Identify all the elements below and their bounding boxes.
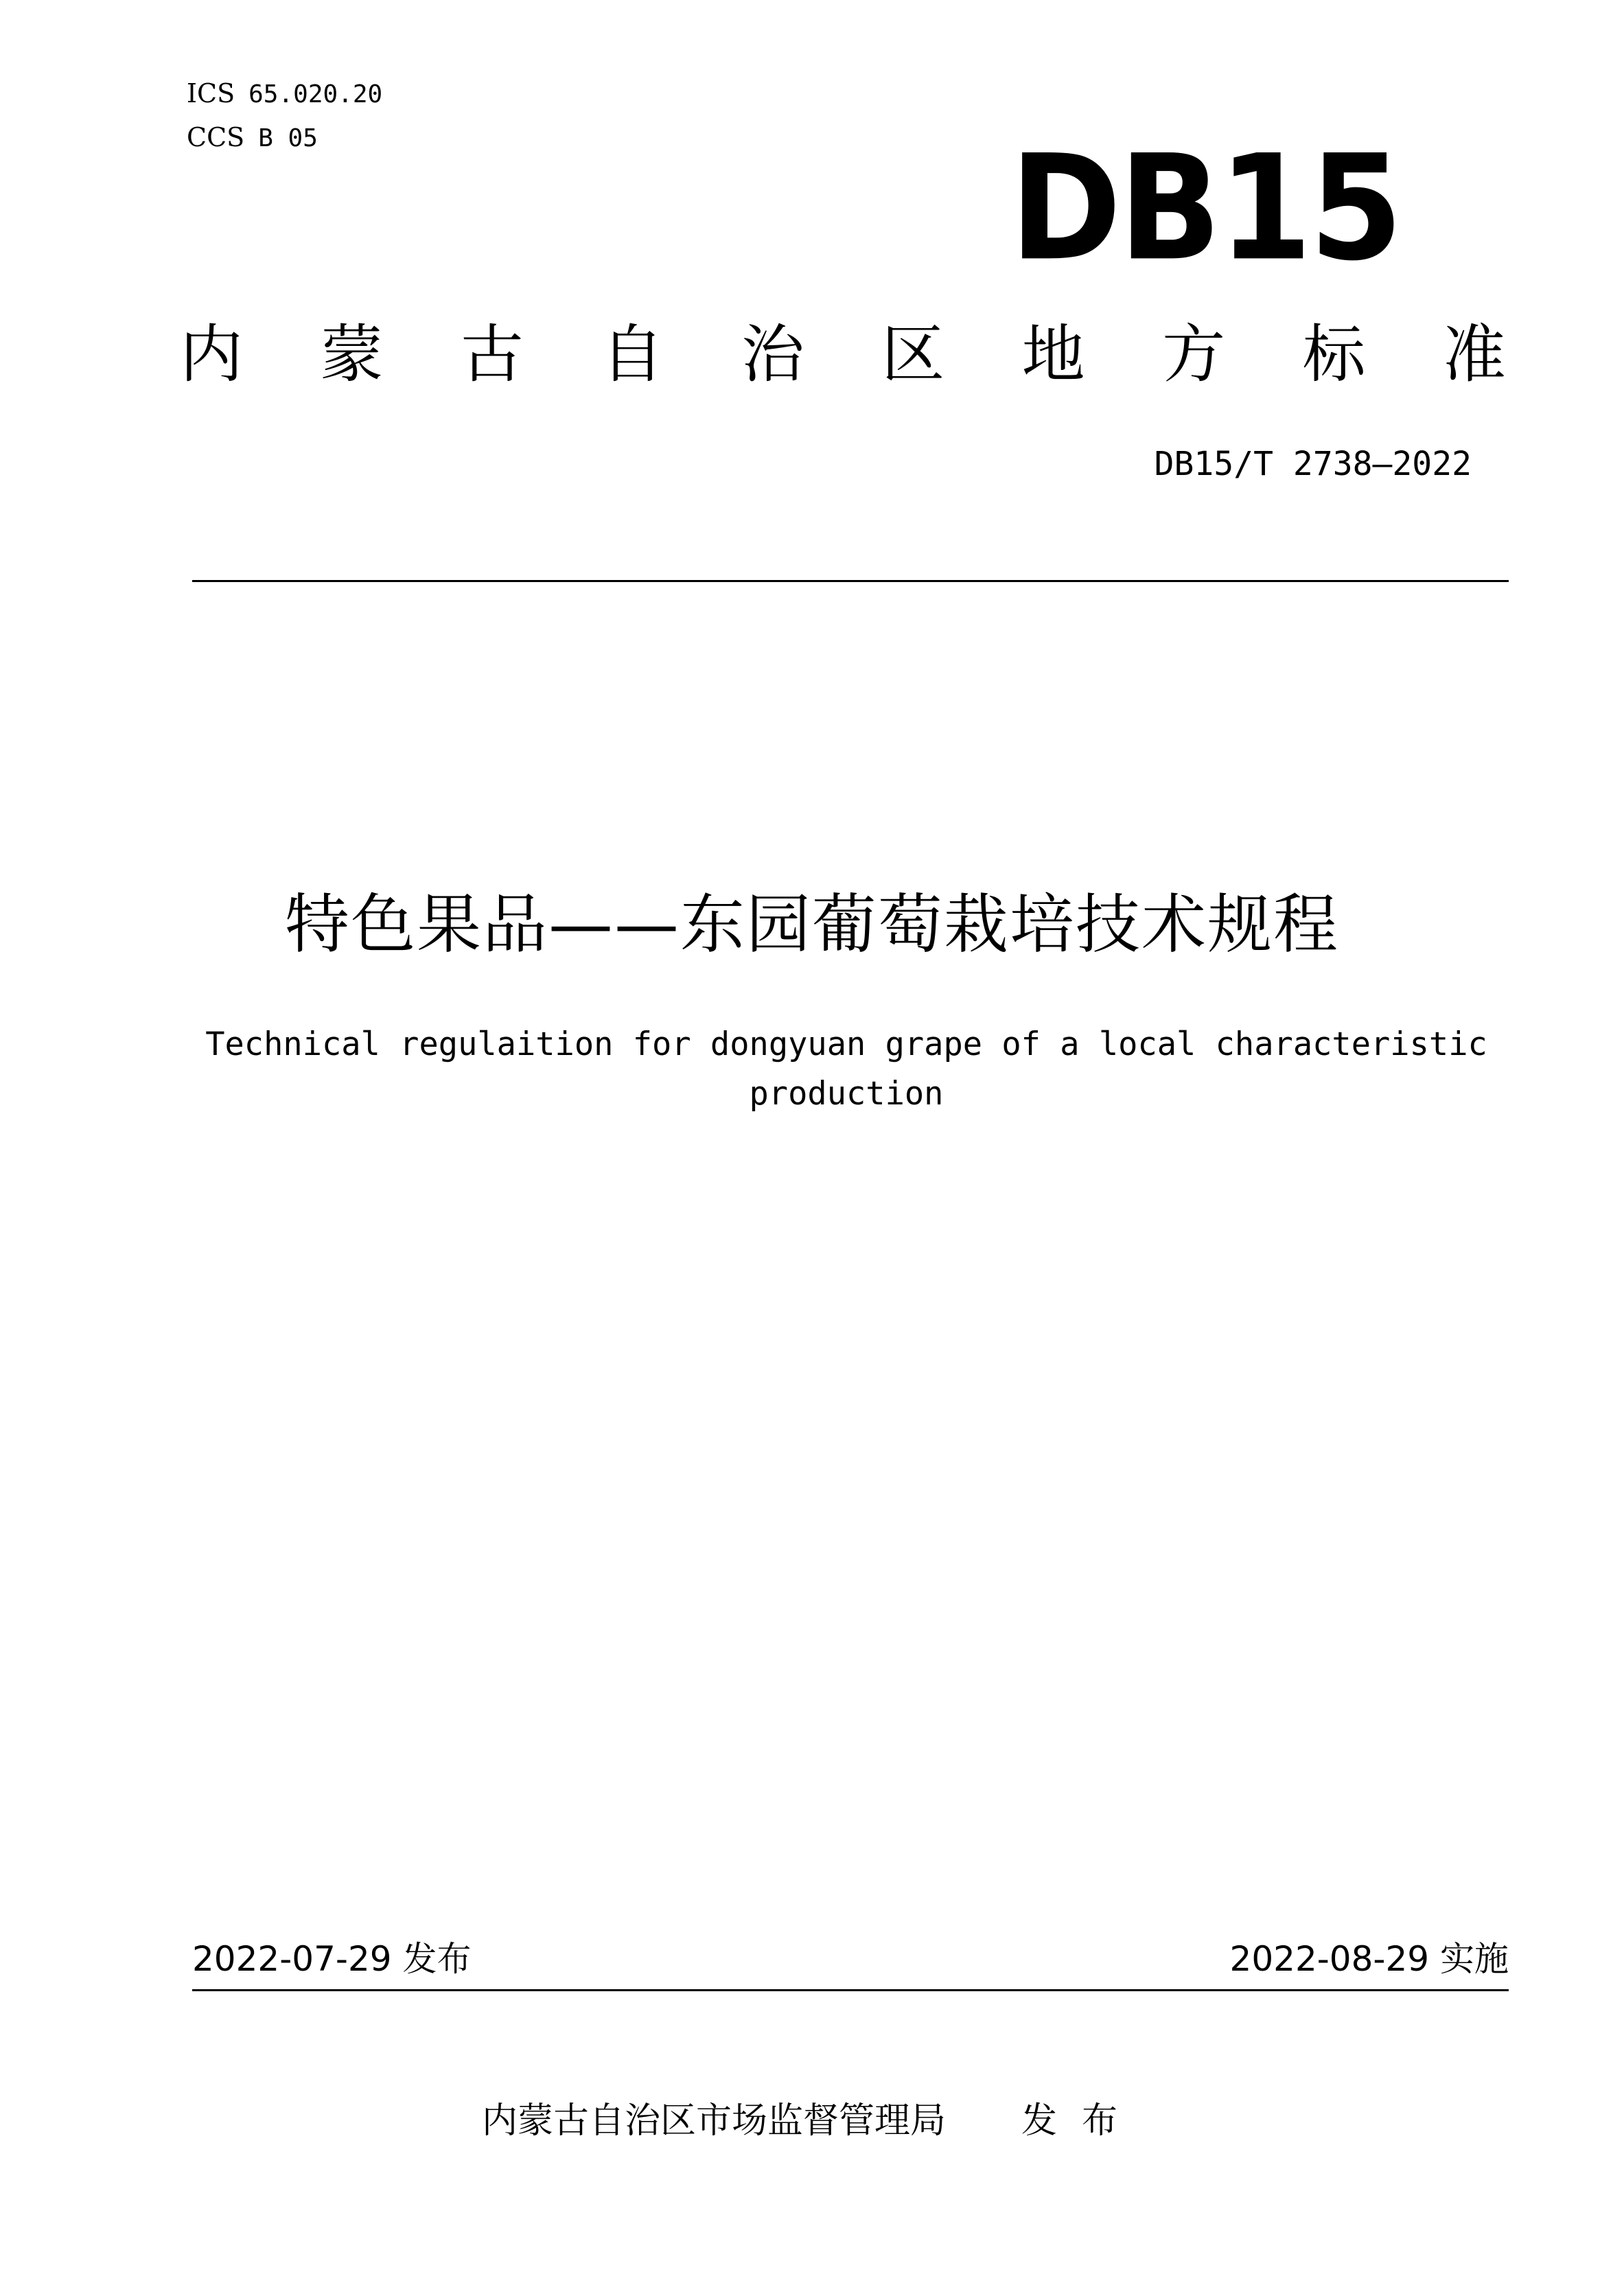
authority-title-char: 区 [881,318,945,391]
authority-title-char: 治 [741,318,804,391]
publisher-name: 内蒙古自治区市场监督管理局 [481,2100,946,2142]
standard-number: DB15/T 2738—2022 [1154,445,1472,483]
authority-title [180,317,1506,393]
implementation-label: 实施 [1440,1939,1509,1979]
publisher-action: 发布 [1021,2100,1143,2142]
header-divider [192,580,1509,582]
authority-title-char: 内 [180,318,244,391]
ics-classification [187,77,382,111]
authority-title-char: 准 [1442,318,1506,391]
authority-title-char: 蒙 [320,318,384,391]
document-title-en: Technical regulaition for dongyuan grape of a local characteristic production [205,1025,1487,1113]
publisher-line [0,2097,1624,2145]
ics-code: 65.020.20 [248,80,383,108]
authority-title-char: 地 [1021,318,1085,391]
standard-code-logo: DB15 [1010,124,1400,294]
ccs-code: B 05 [258,124,318,152]
implementation-date: 2022-08-29 [1229,1939,1430,1979]
document-title-zh: 特色果品——东园葡萄栽培技术规程 [284,888,1339,962]
ccs-classification [187,121,318,155]
implementation-date-line [1230,1937,1509,1981]
authority-title-char: 标 [1302,318,1366,391]
authority-title-char: 古 [460,318,524,391]
issue-date-line [192,1937,471,1981]
issue-label: 发布 [402,1939,472,1979]
authority-title-char: 自 [601,318,664,391]
footer-divider [192,1989,1509,1991]
issue-date: 2022-07-29 [192,1939,392,1979]
ccs-label: CCS [187,122,245,152]
authority-title-char: 方 [1162,318,1226,391]
ics-label: ICS [187,78,235,108]
